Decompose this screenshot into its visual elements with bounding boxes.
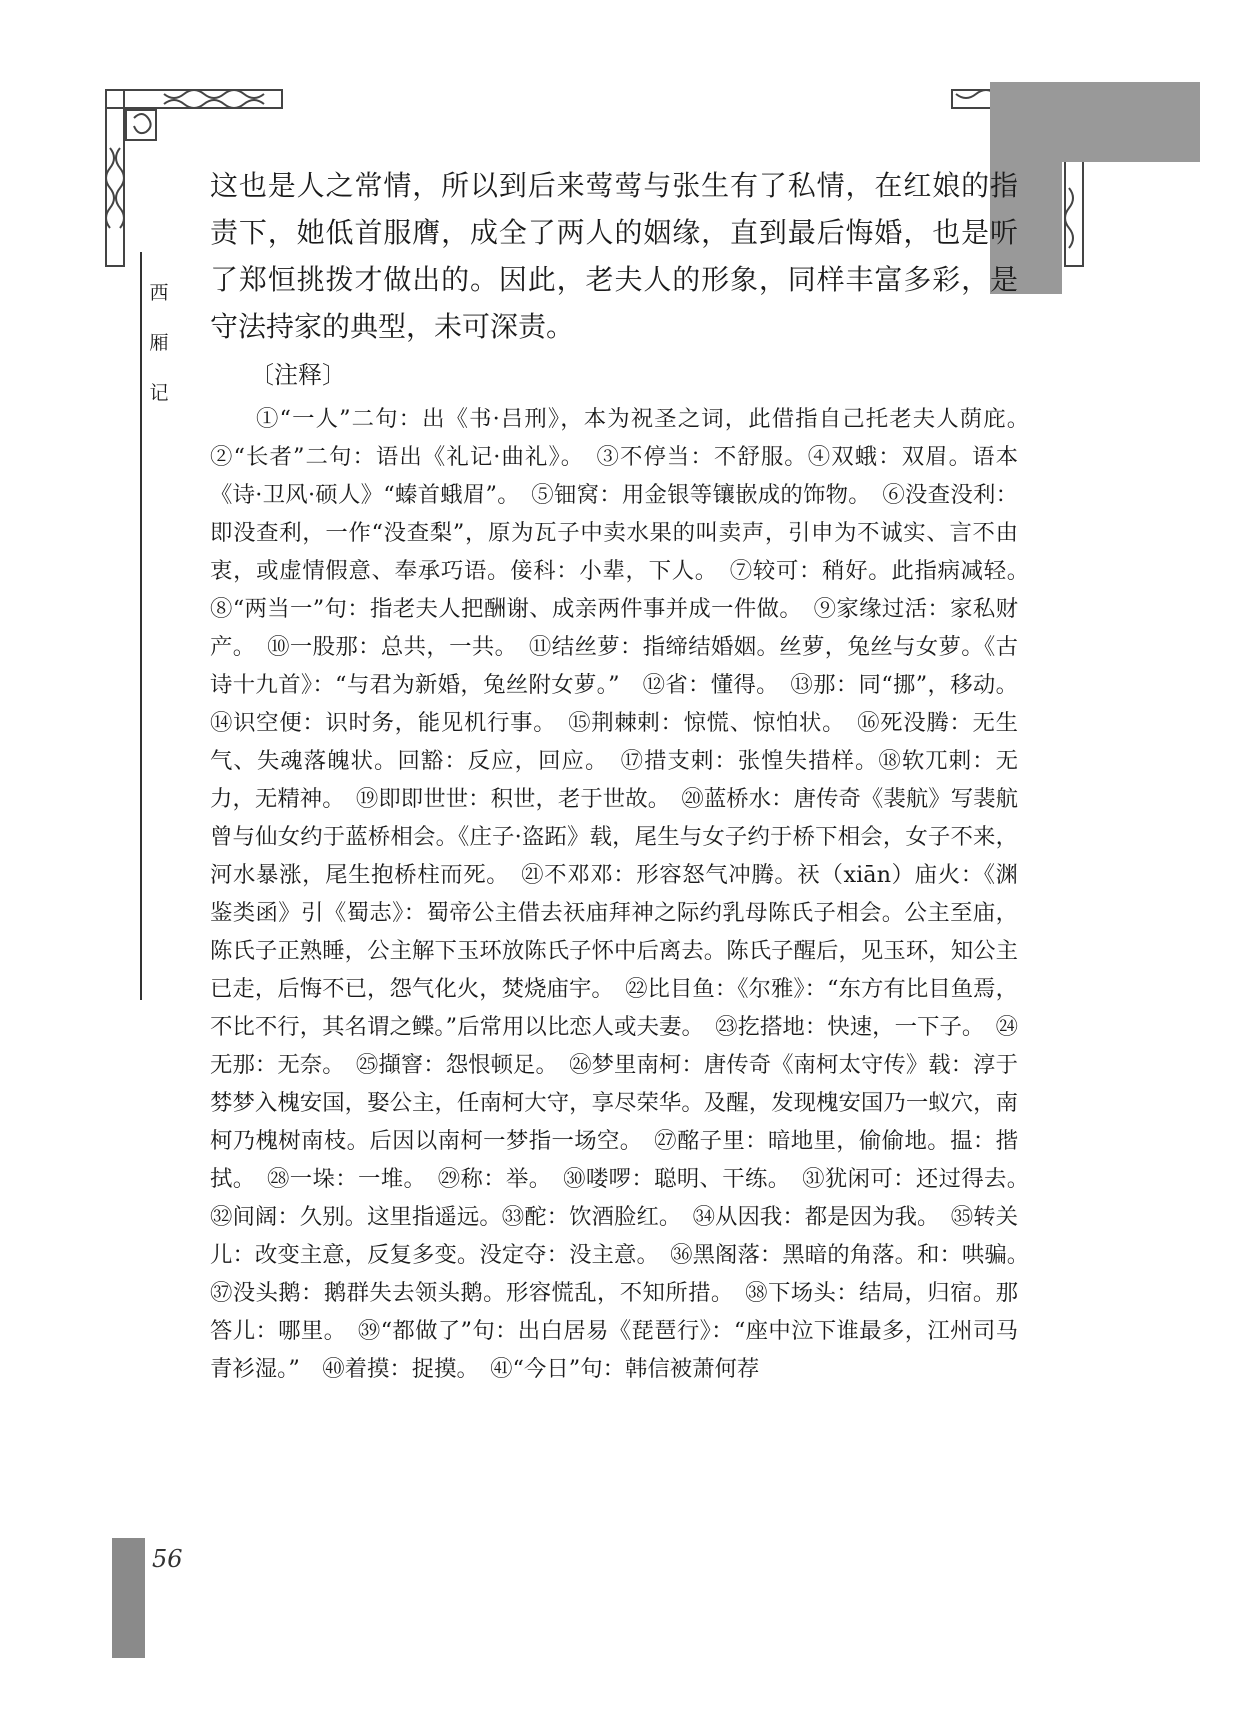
annotations: ①“一人”二句：出《书·吕刑》，本为祝圣之词，此借指自己托老夫人荫庇。 ②“长者”二句：语出《礼记·曲礼》。 ③不停当：不舒服。④双蛾：双眉。语本《诗·卫风·硕人》“螓首蛾眉”。 ⑤钿窝：用金银等镶嵌成的饰物。 ⑥没查没利：即没查利，一作“没查梨”，原为瓦子中卖水果的叫卖声，引申为不诚实、言不由衷，或虚情假意、奉承巧语。倿科：小辈，下人。 ⑦较可：稍好。此指病减轻。 ⑧“两当一”句：指老夫人把酬谢、成亲两件事并成一件做。 ⑨家缘过活：家私财产。 ⑩一股那：总共，一共。 ⑪结丝萝：指缔结婚姻。丝萝，兔丝与女萝。《古诗十九首》：“与君为新婚，兔丝附女萝。” ⑫省：懂得。 ⑬那：同“挪”，移动。⑭识空便：识时务，能见机行事。 ⑮荆棘剌：惊慌、惊怕状。 ⑯死没腾：无生气、失魂落魄状。回豁：反应，回应。 ⑰措支剌：张惶失措样。⑱软兀剌：无力，无精神。 ⑲即即世世：积世，老于世故。 ⑳蓝桥水：唐传奇《裴航》写裴航曾与仙女约于蓝桥相会。《庄子·盗跖》载，尾生与女子约于桥下相会，女子不来，河水暴涨，尾生抱桥柱而死。 ㉑不邓邓：形容怒气冲腾。祆（xiān）庙火：《渊鉴类函》引《蜀志》：蜀帝公主借去祆庙拜神之际约乳母陈氏子相会。公主至庙，陈氏子正熟睡，公主解下玉环放陈氏子怀中后离去。陈氏子醒后，见玉环，知公主已走，后悔不已，怨气化火，焚烧庙宇。 ㉒比目鱼：《尔雅》：“东方有比目鱼焉，不比不行，其名谓之鲽。”后常用以比恋人或夫妻。 ㉓扢搭地：快速，一下子。 ㉔无那：无奈。 ㉕擷窨：怨恨顿足。 ㉖梦里南柯：唐传奇《南柯太守传》载：淳于棼梦入槐安国，娶公主，任南柯大守，享尽荣华。及醒，发现槐安国乃一蚁穴，南柯乃槐树南枝。后因以南柯一梦指一场空。 ㉗酩子里：暗地里，偷偷地。揾：揩拭。 ㉘一垛：一堆。 ㉙称：举。 ㉚喽啰：聪明、干练。 ㉛犹闲可：还过得去。 ㉜间阔：久别。这里指遥远。㉝酡：饮酒脸红。 ㉞从因我：都是因为我。 ㉟转关儿：改变主意，反复多变。没定夺：没主意。 ㊱黑阁落：黑暗的角落。和：哄骗。 ㊲没头鹅：鹅群失去领头鹅。形容慌乱，不知所措。 ㊳下场头：结局，归宿。那答儿：哪里。 ㊴“都做了”句：出白居易《琵琶行》：“座中泣下谁最多，江州司马青衫湿。” ㊵着摸：捉摸。 ㊶“今日”句：韩信被萧何荐: [210, 406, 1041, 1382]
body-paragraph: 这也是人之常情，所以到后来莺莺与张生有了私情，在红娘的指责下，她低首服膺，成全了两人的姻缘，直到最后悔婚，也是听了郑恒挑拨才做出的。因此，老夫人的形象，同样丰富多彩，是守法持家的典型，未可深责。: [210, 169, 1018, 343]
running-title-char: 记: [149, 382, 169, 404]
running-title-char: 西: [149, 282, 169, 304]
page-footer-bar: [112, 1538, 145, 1658]
left-margin-rule: [140, 252, 142, 1000]
running-title-char: 厢: [149, 332, 169, 354]
main-content: [210, 162, 1041, 1388]
running-title: [144, 268, 174, 418]
page-number: 56: [152, 1545, 183, 1573]
notes-heading: 〔注释〕: [250, 361, 346, 389]
